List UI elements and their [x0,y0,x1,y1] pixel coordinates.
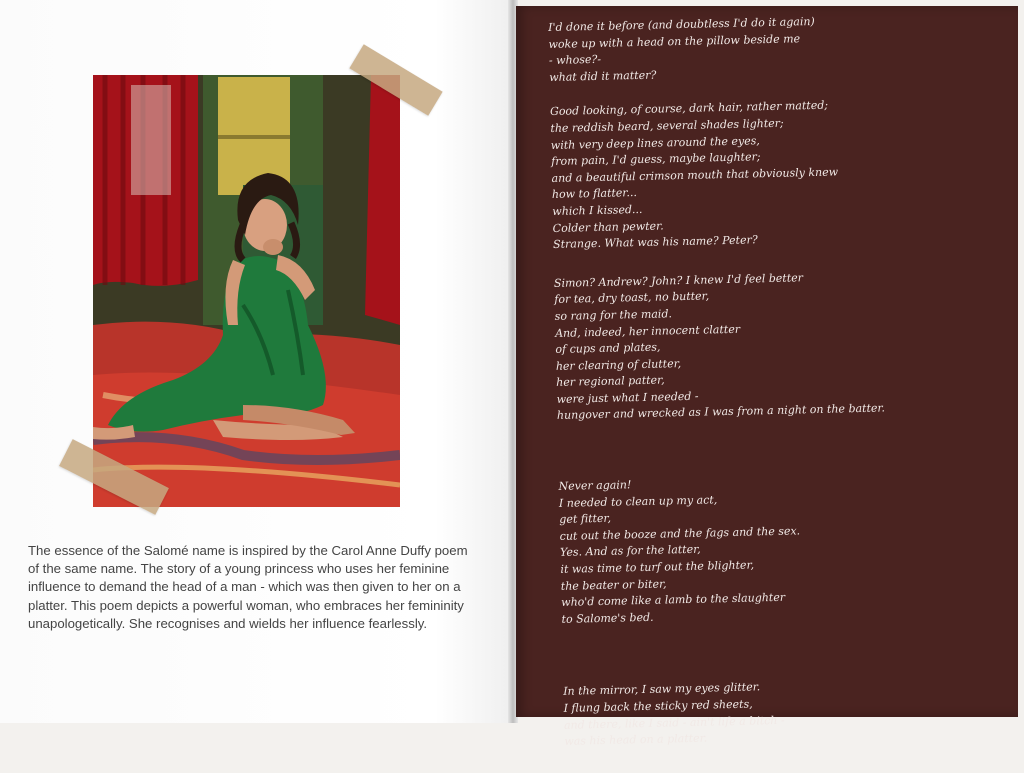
poem-stanza [554,266,997,425]
poem-line: I needed to clean up my act, [558,492,718,510]
poem-line: Never again! [558,478,632,493]
photo-illustration [93,75,400,507]
poem-line: get fitter, [559,511,612,527]
poem-line: I flung back the sticky red sheets, [563,697,753,715]
poem-line: In the mirror, I saw my eyes glitter. [563,680,761,699]
poem-stanza [550,94,993,253]
poem-stanza [563,674,1004,750]
left-page [0,0,512,723]
poem-line: were just what I needed - [556,389,699,406]
poem-line: what did it matter? [549,68,657,84]
photograph [93,75,400,507]
poem-line: I'd done it before (and doubtless I'd do it again) [548,14,815,34]
poem-line: the beater or biter, [560,577,667,593]
poem-line: woke up with a head on the pillow beside me [548,31,801,51]
poem-line: from pain, I'd guess, maybe laughter; [551,150,761,169]
poem-line: of cups and plates, [555,340,661,357]
poem-line: for tea, dry toast, no butter, [554,289,710,307]
caption-text: The essence of the Salomé name is inspired by the Carol Anne Duffy poem of the same name. The story of a young princess who uses her feminine influence to demand the head of a man - which was then given to her on a platter. This poem depicts a powerful woman, who embraces her femininity unapologetically. She recognises and wields her influence fearlessly. [28,543,468,631]
poem-line: hungover and wrecked as I was from a night on the batter. [556,401,886,423]
poem-stanza [548,10,989,86]
poem-line: so rang for the maid. [554,307,673,323]
poem-line: and a beautiful crimson mouth that obviously knew [551,165,839,185]
poem-line: - whose?- [548,52,602,68]
poem-line: which I kissed... [552,202,643,218]
handwritten-poem [548,10,1005,773]
poem-line: her regional patter, [556,373,665,390]
poem-line: with very deep lines around the eyes, [550,133,760,152]
poem-line: to Salome's bed. [561,610,654,626]
poem-line: the reddish beard, several shades lighter; [550,116,784,135]
poem-line: how to flatter... [551,186,638,202]
poem-line: and there, like I said - ain't life a bitch - [563,713,785,732]
poem-line: her clearing of clutter, [555,356,682,373]
poem-line: Strange. What was his name? Peter? [552,233,758,252]
poem-line: it was time to turf out the blighter, [560,558,755,576]
poem-line: was his head on a platter. [564,731,708,749]
poem-line: cut out the booze and the fags and the sex. [559,524,801,543]
poem-line: And, indeed, her innocent clatter [554,322,741,340]
poem-line: Colder than pewter. [552,218,664,235]
poem-line: Yes. And as for the latter, [559,543,701,560]
poem-line: Simon? Andrew? John? I knew I'd feel better [553,271,804,290]
poem-line: Good looking, of course, dark hair, rather matted; [549,99,829,119]
poem-line: who'd come like a lamb to the slaughter [561,590,786,610]
poem-stanza [558,469,1001,628]
